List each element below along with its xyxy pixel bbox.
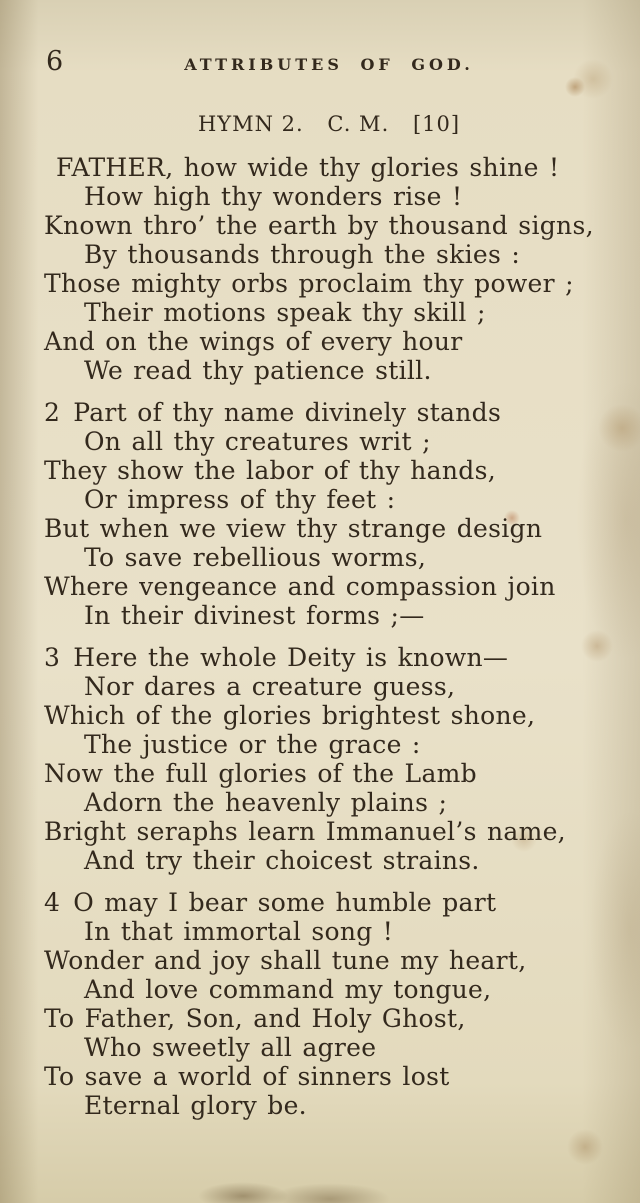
hymn-line: And love command my tongue, xyxy=(84,975,492,1004)
hymn-line: They show the labor of thy hands, xyxy=(44,456,496,485)
hymn-line: To save rebellious worms, xyxy=(84,543,427,572)
hymn-line: But when we view thy strange design xyxy=(44,514,543,543)
hymn-line: By thousands through the skies : xyxy=(84,240,521,269)
hymn-line xyxy=(44,398,614,427)
hymn-line: Known thro’ the earth by thousand signs, xyxy=(44,211,594,240)
hymn-line-text: Here the whole Deity is known— xyxy=(73,643,509,672)
hymn-line: And on the wings of every hour xyxy=(44,327,463,356)
hymn-line: Those mighty orbs proclaim thy power ; xyxy=(44,269,574,298)
hymn-meter-label: C. M. xyxy=(327,112,390,136)
hymn-line: Wonder and joy shall tune my heart, xyxy=(44,946,527,975)
stanza xyxy=(44,888,614,1120)
hymn-line: We read thy patience still. xyxy=(84,356,432,385)
page-header xyxy=(44,48,614,76)
stanza xyxy=(44,398,614,630)
stanza-number: 2 xyxy=(44,398,61,427)
hymn-line: FATHER, how wide thy glories shine ! xyxy=(56,153,560,182)
hymn-line: On all thy creatures writ ; xyxy=(84,427,431,456)
stanza xyxy=(44,153,614,385)
hymn-line xyxy=(44,643,614,672)
hymn-line: Now the full glories of the Lamb xyxy=(44,759,477,788)
hymn-body xyxy=(44,153,614,1120)
stanza-number: 3 xyxy=(44,643,61,672)
hymn-line: Who sweetly all agree xyxy=(84,1033,377,1062)
stanza-number: 4 xyxy=(44,888,61,917)
running-header: ATTRIBUTES OF GOD. xyxy=(184,55,474,74)
hymn-line xyxy=(44,888,614,917)
page-number: 6 xyxy=(46,46,64,77)
hymn-line: Or impress of thy feet : xyxy=(84,485,396,514)
hymn-line: And try their choicest strains. xyxy=(84,846,480,875)
hymn-line: Where vengeance and compassion join xyxy=(44,572,556,601)
hymn-line: In that immortal song ! xyxy=(84,917,394,946)
hymn-line: Nor dares a creature guess, xyxy=(84,672,456,701)
stanza xyxy=(44,643,614,875)
hymn-line: To Father, Son, and Holy Ghost, xyxy=(44,1004,466,1033)
hymn-line: The justice or the grace : xyxy=(84,730,421,759)
hymn-line-text: Part of thy name divinely stands xyxy=(73,398,502,427)
hymn-tune-reference: [10] xyxy=(412,112,461,136)
hymn-line: Their motions speak thy skill ; xyxy=(84,298,486,327)
hymn-line: To save a world of sinners lost xyxy=(44,1062,450,1091)
hymn-line: In their divinest forms ;— xyxy=(84,601,425,630)
hymn-line: How high thy wonders rise ! xyxy=(84,182,463,211)
hymn-line: Which of the glories brightest shone, xyxy=(44,701,536,730)
hymn-number-label: HYMN 2. xyxy=(197,112,304,136)
hymn-line-text: O may I bear some humble part xyxy=(73,888,497,917)
hymn-heading xyxy=(44,112,614,136)
hymn-line: Adorn the heavenly plains ; xyxy=(84,788,448,817)
hymn-line: Eternal glory be. xyxy=(84,1091,307,1120)
hymn-line: Bright seraphs learn Immanuel’s name, xyxy=(44,817,566,846)
